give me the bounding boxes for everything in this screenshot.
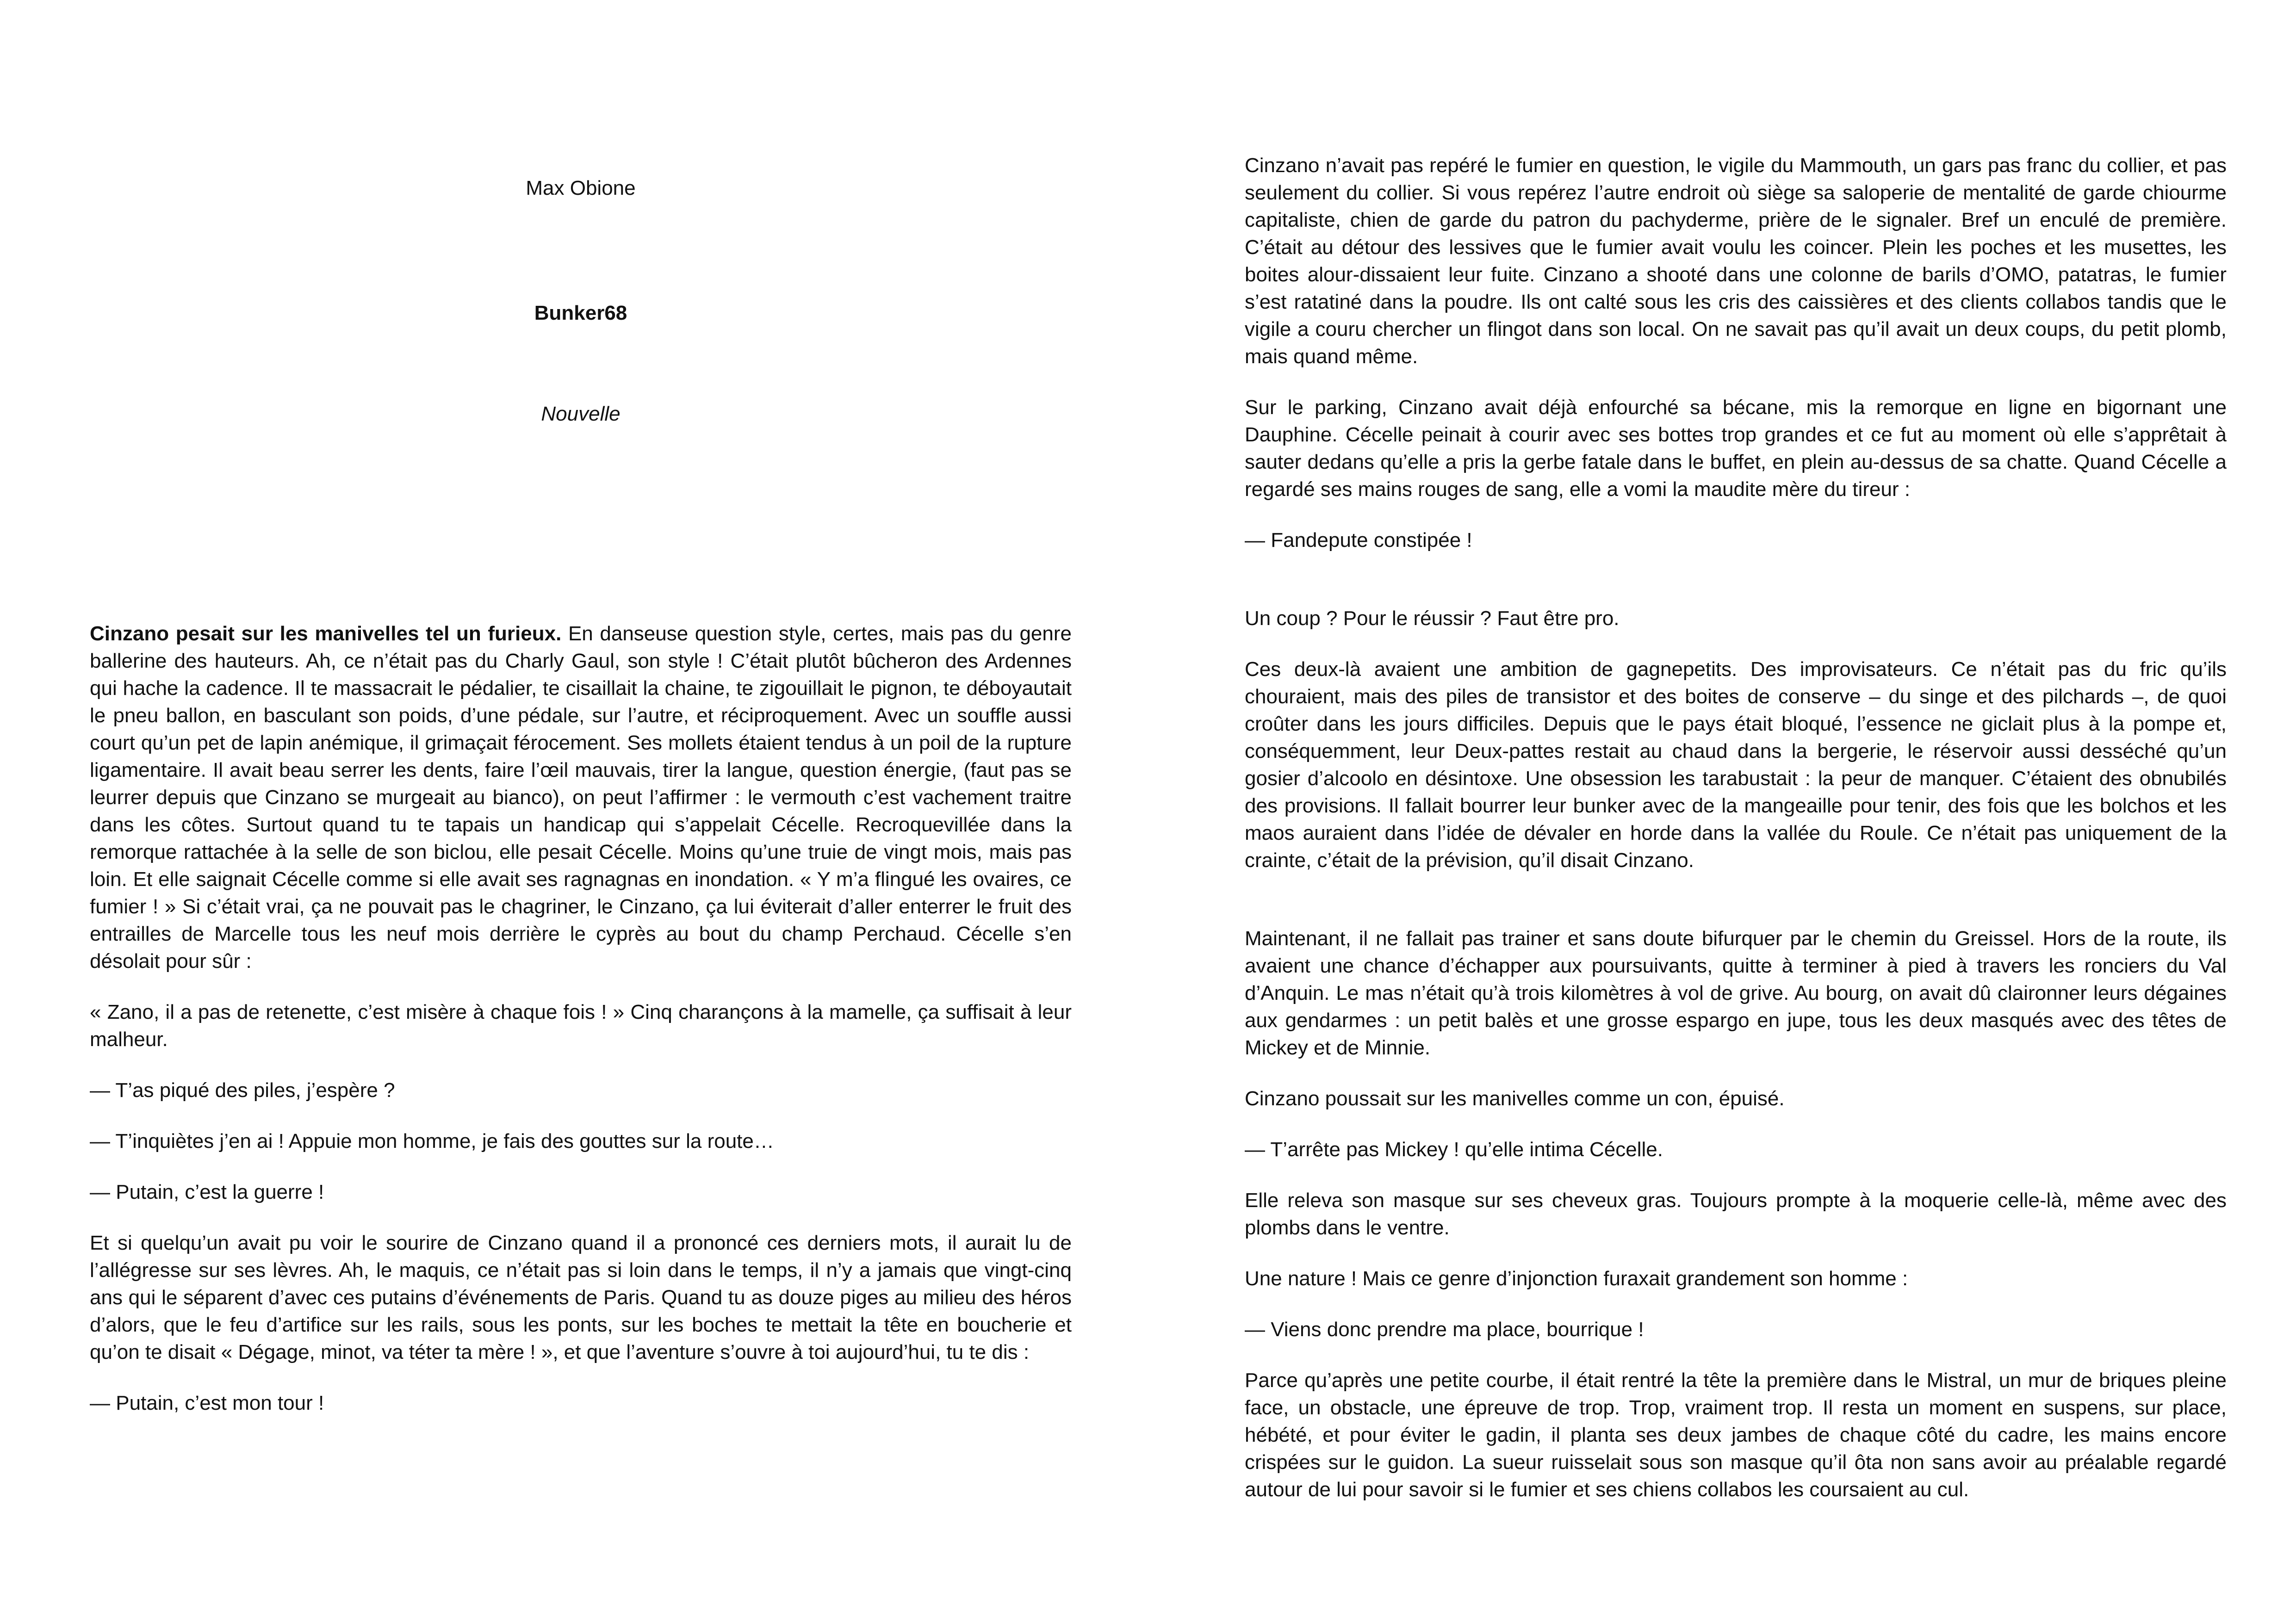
dialogue-line: — Putain, c’est la guerre ! bbox=[90, 1181, 324, 1203]
story-genre: Nouvelle bbox=[541, 403, 621, 425]
left-body-text bbox=[90, 620, 1072, 1440]
right-body-text bbox=[1245, 152, 2227, 1527]
paragraph: Cinzano n’avait pas repéré le fumier en question, le vigile du Mammouth, un gars pas franc du collier, et pas seulement du collier. Si vous repérez l’autre endroit où siège sa saloperie de mentalité de garde chiourme capitaliste, chien de garde du patron du pachyderme, prière de le signaler. Bref un enculé de première. C’était au détour des lessives que le fumier avait voulu les coincer. Plein les poches et les musettes, les boites alour-dissaient leur fuite. Cinzano a shooté dans une colonne de barils d’OMO, patatras, le fumier s’est ratatiné dans la poudre. Ils ont calté sous les cris des caissières et des clients collabos tandis que le vigile a couru chercher un flingot dans son local. On ne savait pas qu’il avait un deux coups, du petit plomb, mais quand même. bbox=[1245, 154, 2227, 368]
paragraph: Maintenant, il ne fallait pas trainer et sans doute bifurquer par le chemin du Greissel. Hors de la route, ils avaient une chance d’échapper aux poursuivants, quitte à terminer à pied à travers les ronciers du Val d’Anquin. Le mas n’était qu’à trois kilomètres à vol de grive. Au bourg, on avait dû claironner leurs dégaines aux gendarmes : un petit balès et une grosse espargo en jupe, tous les deux masqués avec des têtes de Mickey et de Minnie. bbox=[1245, 927, 2227, 1059]
story-title: Bunker68 bbox=[534, 302, 627, 324]
dialogue-line: — T’as piqué des piles, j’espère ? bbox=[90, 1079, 395, 1102]
paragraph: Parce qu’après une petite courbe, il était rentré la tête la première dans le Mistral, un mur de briques pleine face, un obstacle, une épreuve de trop. Trop, vraiment trop. Il resta un moment en suspens, sur place, hébété, et pour éviter le gadin, il planta ses deux jambes de chaque côté du cadre, les mains encore crispées sur le guidon. La sueur ruisselait sous son masque qu’il ôta non sans avoir au préalable regardé autour de lui pour savoir si le fumier et ses chiens collabos les coursaient au cul. bbox=[1245, 1369, 2227, 1501]
paragraph: Cinzano poussait sur les manivelles comme un con, épuisé. bbox=[1245, 1087, 1785, 1110]
opening-paragraph-rest: En danseuse question style, certes, mais pas du genre ballerine des hauteurs. Ah, ce n’était pas du Charly Gaul, son style ! C’était plutôt bûcheron des Ardennes qui hache la cadence. Il te massacrait le pédalier, te cisaillait la chaine, te zigouillait le pignon, te déboyautait le pneu ballon, en basculant son poids, d’une pédale, sur l’autre, et réciproquement. Avec un souffle aussi court qu’un pet de lapin anémique, il grimaçait férocement. Ses mollets étaient tendus à un poil de la rupture ligamentaire. Il avait beau serrer les dents, faire l’œil mauvais, tirer la langue, question énergie, (faut pas se leurrer depuis que Cinzano se murgeait au bianco), on peut l’affirmer : le vermouth c’est vachement traitre dans les côtes. Surtout quand tu te tapais un handicap qui s’appelait Cécelle. Recroquevillée dans la remorque rattachée à la selle de son biclou, elle pesait Cécelle. Moins qu’une truie de vingt mois, mais pas loin. Et elle saignait Cécelle comme si elle avait ses ragnagnas en inondation. « Y m’a flingué les ovaires, ce fumier ! » Si c’était vrai, ça ne pouvait pas le chagriner, le Cinzano, ça lui éviterait d’aller enterrer le fruit des entrailles de Marcelle tous les neuf mois derrière le cyprès au bout du champ Perchaud. Cécelle s’en désolait pour sûr : bbox=[90, 622, 1072, 973]
paragraph: Ces deux-là avaient une ambition de gagnepetits. Des improvisateurs. Ce n’était pas du fric qu’ils chouraient, mais des piles de transistor et des boites de conserve – du singe et des pilchards –, de quoi croûter dans les jours difficiles. Depuis que le pays était bloqué, l’essence ne giclait plus à la pompe et, conséquemment, leur Deux-pattes restait au chaud dans la bergerie, le réservoir aussi desséché qu’un gosier d’alcoolo en désintoxe. Une obsession les tarabustait : la peur de manquer. C’étaient des obnubilés des provisions. Il fallait bourrer leur bunker avec de la mangeaille pour tenir, des fois que les bolchos et les maos auraient dans l’idée de dévaler en horde dans la vallée du Roule. Ce n’était pas uniquement de la crainte, c’était de la prévision, qu’il disait Cinzano. bbox=[1245, 658, 2227, 872]
opening-paragraph bbox=[90, 620, 1072, 975]
dialogue-line: — T’arrête pas Mickey ! qu’elle intima Cécelle. bbox=[1245, 1138, 1663, 1161]
paragraph: Elle releva son masque sur ses cheveux gras. Toujours prompte à la moquerie celle-là, même avec des plombs dans le ventre. bbox=[1245, 1189, 2227, 1239]
paragraph: Sur le parking, Cinzano avait déjà enfourché sa bécane, mis la remorque en ligne en bigornant une Dauphine. Cécelle peinait à courir avec ses bottes trop grandes et ce fut au moment où elle s’apprêtait à sauter dedans qu’elle a pris la gerbe fatale dans le buffet, en plein au-dessus de sa chatte. Quand Cécelle a regardé ses mains rouges de sang, elle a vomi la maudite mère du tireur : bbox=[1245, 396, 2227, 501]
dialogue-line: — Fandepute constipée ! bbox=[1245, 529, 1472, 551]
paragraph: Un coup ? Pour le réussir ? Faut être pro. bbox=[1245, 607, 1620, 630]
paragraph: Une nature ! Mais ce genre d’injonction furaxait grandement son homme : bbox=[1245, 1267, 1908, 1290]
paragraph: « Zano, il a pas de retenette, c’est misère à chaque fois ! » Cinq charançons à la mamelle, ça suffisait à leur malheur. bbox=[90, 1001, 1072, 1051]
paragraph: Et si quelqu’un avait pu voir le sourire de Cinzano quand il a prononcé ces derniers mots, il aurait lu de l’allégresse sur ses lèvres. Ah, le maquis, ce n’était pas si loin dans le temps, il n’y a jamais que vingt-cinq ans qui le séparent d’avec ces putains d’événements de Paris. Quand tu as douze piges au milieu des héros d’alors, que le feu d’artifice sur les rails, sous les ponts, sur les boches te mettait la tête en boucherie et qu’on te disait « Dégage, minot, va téter ta mère ! », et que l’aventure s’ouvre à toi aujourd’hui, tu te dis : bbox=[90, 1232, 1072, 1363]
author-name: Max Obione bbox=[526, 177, 636, 199]
opening-bold-sentence: Cinzano pesait sur les manivelles tel un furieux. bbox=[90, 622, 562, 645]
dialogue-line: — T’inquiètes j’en ai ! Appuie mon homme, je fais des gouttes sur la route… bbox=[90, 1130, 774, 1152]
dialogue-line: — Putain, c’est mon tour ! bbox=[90, 1392, 324, 1414]
dialogue-line: — Viens donc prendre ma place, bourrique ! bbox=[1245, 1318, 1644, 1341]
